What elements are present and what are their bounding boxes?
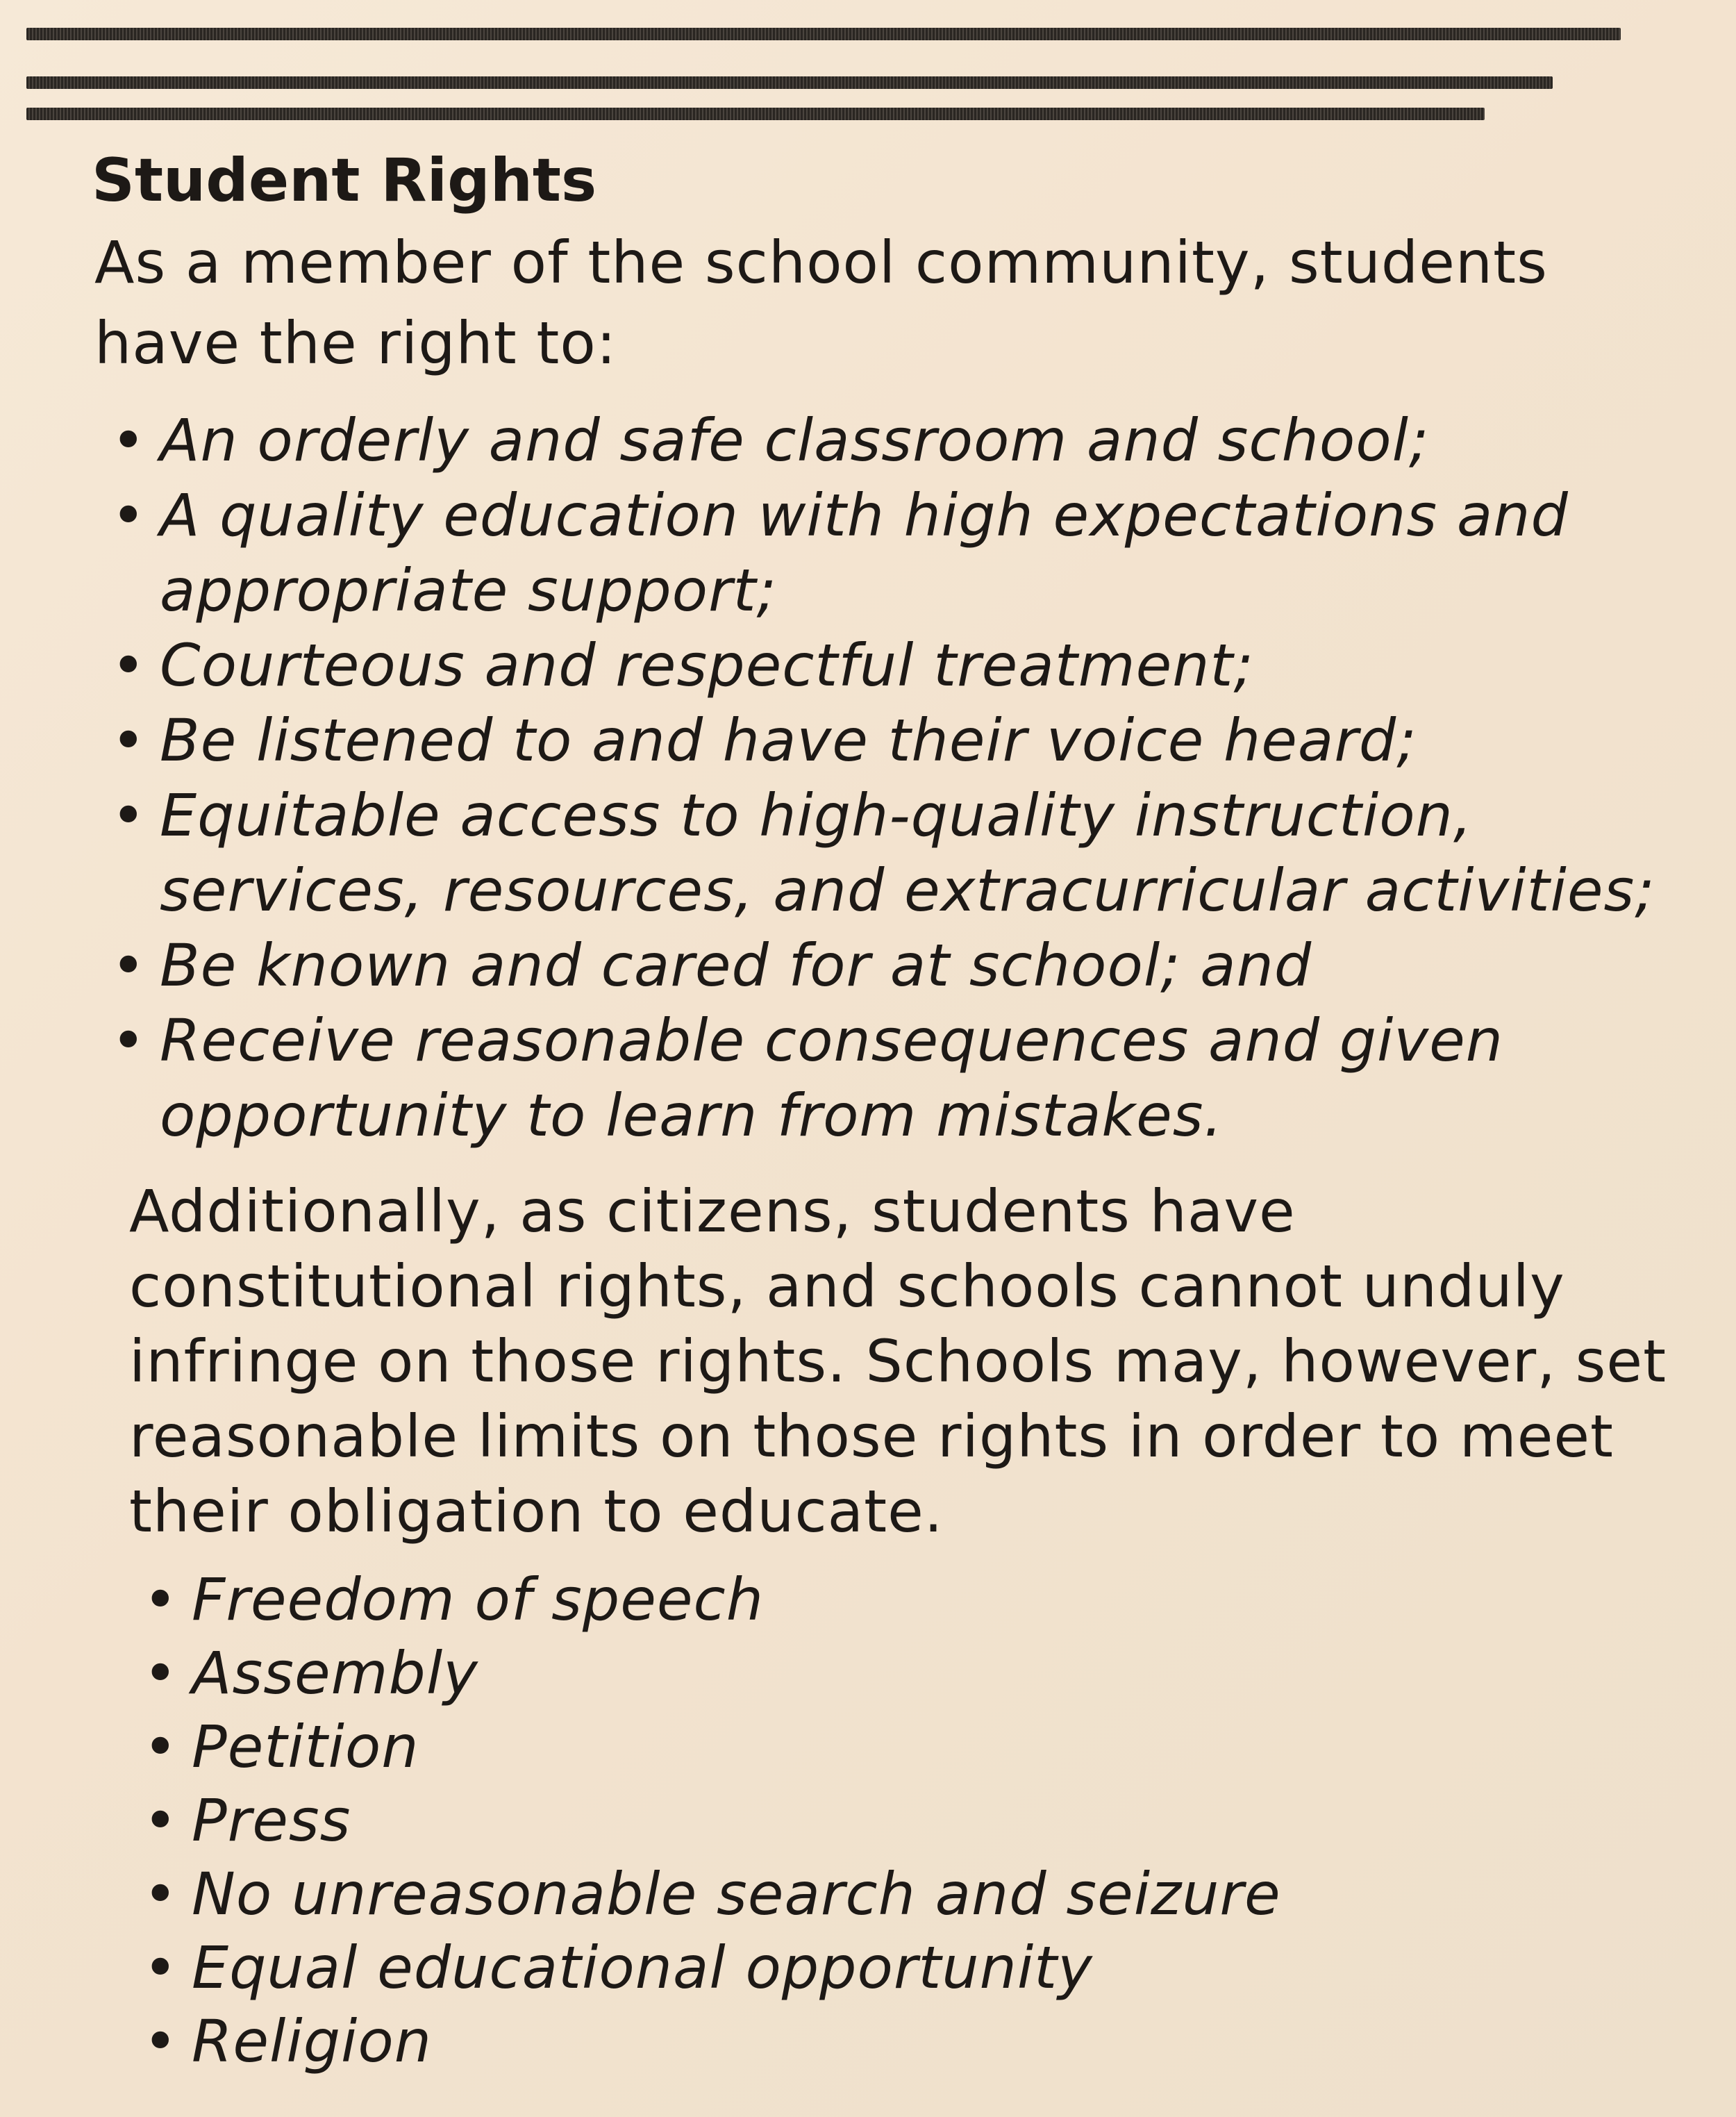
bullet-icon: • xyxy=(143,1934,178,2002)
list-item-text: Equal educational opportunity xyxy=(192,1934,1093,2002)
list-item-text: An orderly and safe classroom and school; xyxy=(160,406,1430,474)
list-item-text: No unreasonable search and seizure xyxy=(192,1860,1281,1928)
list-item-text: Religion xyxy=(192,2007,433,2075)
list-item-text: Assembly xyxy=(192,1639,478,1707)
bullet-icon: • xyxy=(143,1639,178,1707)
bullet-icon: • xyxy=(111,1006,147,1074)
bullet-icon: • xyxy=(143,2007,178,2075)
list-item xyxy=(136,1784,1726,1857)
constitutional-rights-list xyxy=(136,1563,1726,2078)
list-item-text: Freedom of speech xyxy=(192,1566,764,1634)
student-rights-list xyxy=(104,403,1694,1153)
list-item-text: Be listened to and have their voice heard; xyxy=(160,706,1417,774)
constitutional-rights-paragraph: Additionally, as citizens, students have constitutional rights, and schools cannot unduly infringe on those rights. Schools may, however, set reasonable limits on those rights in order to meet their obligation to educate. xyxy=(129,1177,1667,1545)
list-item xyxy=(136,2004,1726,2078)
bullet-icon: • xyxy=(111,706,147,774)
list-item xyxy=(136,1563,1726,1636)
list-item xyxy=(104,928,1694,1003)
list-item xyxy=(136,1710,1726,1784)
list-item-text: Receive reasonable consequences and given opportunity to learn from mistakes. xyxy=(160,1006,1504,1149)
bullet-icon: • xyxy=(143,1713,178,1781)
list-item xyxy=(136,1931,1726,2004)
bullet-icon: • xyxy=(111,406,147,474)
section-heading: Student Rights xyxy=(92,146,597,215)
list-item xyxy=(104,478,1694,628)
list-item xyxy=(104,1003,1694,1153)
list-item xyxy=(104,628,1694,703)
list-item-text: Equitable access to high-quality instruction, services, resources, and extracurricular activities; xyxy=(160,781,1655,924)
list-item xyxy=(104,703,1694,778)
list-item-text: A quality education with high expectations and appropriate support; xyxy=(160,481,1569,624)
decorative-rule-top xyxy=(26,28,1621,40)
list-item xyxy=(104,778,1694,928)
list-item-text: Be known and cared for at school; and xyxy=(160,931,1312,999)
bullet-icon: • xyxy=(111,931,147,999)
list-item-text: Courteous and respectful treatment; xyxy=(160,631,1254,699)
list-item-text: Petition xyxy=(192,1713,419,1781)
intro-text: As a member of the school community, students have the right to: xyxy=(94,229,1548,377)
list-item xyxy=(136,1636,1726,1710)
decorative-rule-bottom xyxy=(26,108,1485,120)
bullet-icon: • xyxy=(111,481,147,549)
list-item xyxy=(104,403,1694,478)
bullet-icon: • xyxy=(143,1860,178,1928)
list-item-text: Press xyxy=(192,1786,351,1854)
bullet-icon: • xyxy=(143,1566,178,1634)
bullet-icon: • xyxy=(111,631,147,699)
list-item xyxy=(136,1857,1726,1931)
bullet-icon: • xyxy=(111,781,147,849)
decorative-rule-middle xyxy=(26,76,1553,89)
bullet-icon: • xyxy=(143,1786,178,1854)
